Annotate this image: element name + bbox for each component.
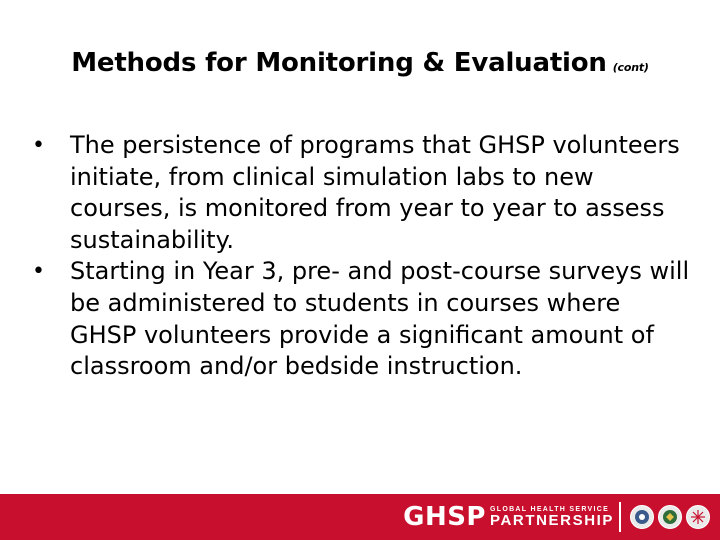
logo-small-text: GLOBAL HEALTH SERVICE (490, 505, 610, 513)
title-text: Methods for Monitoring & Evaluation (71, 48, 607, 78)
pepfar-seal-icon (658, 505, 682, 529)
slide-title (0, 48, 720, 78)
logo-divider (619, 502, 621, 532)
bullet-text: Starting in Year 3, pre- and post-course surveys will be administered to students in courses where GHSP volunteers provide a significant amount of classroom and/or bedside instruction. (70, 257, 690, 381)
bullet-icon: • (32, 133, 45, 158)
seed-global-health-icon (686, 505, 710, 529)
bullet-item (32, 130, 692, 256)
footer-bar (0, 494, 720, 540)
logo-big-text: PARTNERSHIP (490, 511, 614, 529)
bullet-item (32, 256, 692, 382)
peace-corps-seal-icon (630, 505, 654, 529)
bullet-icon: • (32, 259, 45, 285)
title-suffix: (cont) (612, 61, 649, 74)
bullet-text: The persistence of programs that GHSP volunteers initiate, from clinical simulation labs to new courses, is monitored from year to year to assess sustainability. (70, 131, 680, 254)
bullet-list (32, 130, 692, 383)
logo-words (490, 506, 614, 529)
logo-acronym: GHSP (403, 502, 486, 532)
ghsp-logo (403, 500, 710, 534)
